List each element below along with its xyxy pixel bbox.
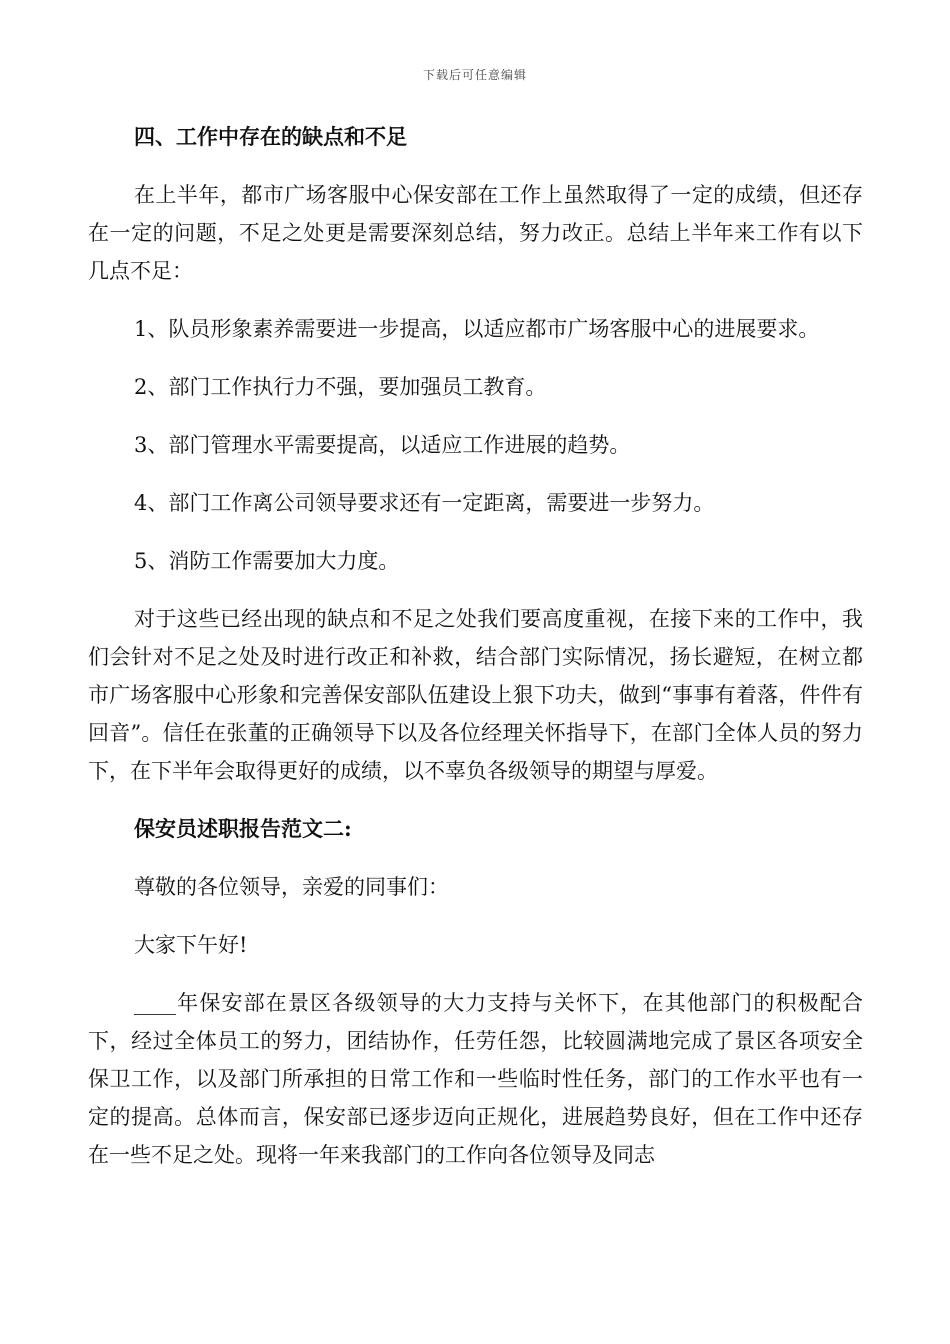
paragraph-report-body: ____年保安部在景区各级领导的大力支持与关怀下，在其他部门的积极配合下，经过全体员工的努力，团结协作，任劳任怨，比较圆满地完成了景区各项安全保卫工作，以及部门所承担的日常工作和一些临时性任务，部门的工作水平也有一定的提高。总体而言，保安部已逐步迈向正规化，进展趋势良好，但在工作中还存在一些不足之处。现将一年来我部门的工作向各位领导及同志: [88, 991, 863, 1167]
list-item: 3、部门管理水平需要提高，以适应工作进展的趋势。: [134, 433, 631, 457]
header-note: 下载后可任意编辑: [422, 68, 527, 82]
section-heading-sample-two: 保安员述职报告范文二:: [134, 816, 352, 841]
section-heading-shortcomings: 四、工作中存在的缺点和不足: [134, 124, 407, 149]
list-item: 4、部门工作离公司领导要求还有一定距离，需要进一步努力。: [134, 491, 715, 515]
list-item: 2、部门工作执行力不强，要加强员工教育。: [134, 375, 547, 399]
list-item: 5、消防工作需要加大力度。: [134, 549, 400, 573]
salutation: 尊敬的各位领导，亲爱的同事们：: [134, 875, 449, 899]
paragraph-closing: 对于这些已经出现的缺点和不足之处我们要高度重视，在接下来的工作中，我们会针对不足之处及时进行改正和补救，结合部门实际情况，扬长避短，在树立都市广场客服中心形象和完善保安部队伍建设上狠下功夫，做到“事事有着落，件件有回音”。信任在张董的正确领导下以及各位经理关怀指导下，在部门全体人员的努力下，在下半年会取得更好的成绩，以不辜负各级领导的期望与厚爱。: [88, 607, 863, 783]
list-item: 1、队员形象素养需要进一步提高，以适应都市广场客服中心的进展要求。: [134, 317, 820, 341]
paragraph-intro: 在上半年，都市广场客服中心保安部在工作上虽然取得了一定的成绩，但还存在一定的问题，不足之处更是需要深刻总结，努力改正。总结上半年来工作有以下几点不足：: [88, 183, 863, 283]
document-body: [88, 118, 863, 1194]
greeting: 大家下午好!: [134, 933, 248, 957]
